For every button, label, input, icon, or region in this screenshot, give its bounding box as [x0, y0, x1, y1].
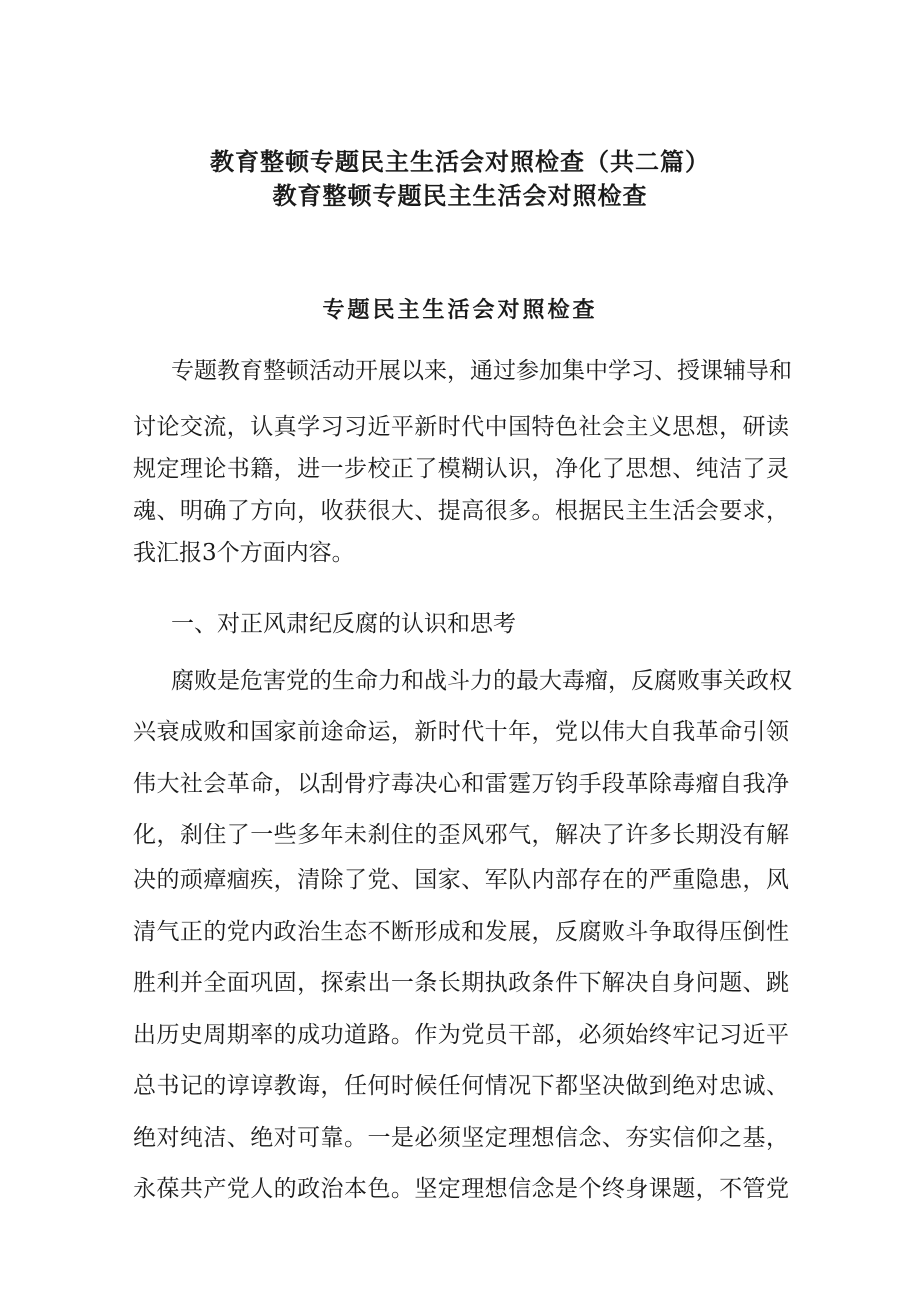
body-line: 出历史周期率的成功道路。作为党员干部，必须始终牢记习近平: [133, 1022, 789, 1048]
intro-line: 魂、明确了方向，收获很大、提高很多。根据民主生活会要求，: [133, 498, 789, 524]
body-line: 绝对纯洁、绝对可靠。一是必须坚定理想信念、夯实信仰之基，: [133, 1125, 789, 1151]
document-subtitle: 教育整顿专题民主生活会对照检查: [272, 181, 648, 210]
intro-line: 专题教育整顿活动开展以来，通过参加集中学习、授课辅导和: [171, 358, 792, 384]
intro-line: 讨论交流，认真学习习近平新时代中国特色社会主义思想，研读: [133, 414, 789, 440]
body-line: 腐败是危害党的生命力和战斗力的最大毒瘤，反腐败事关政权: [171, 668, 792, 694]
body-line: 总书记的谆谆教诲，任何时候任何情况下都坚决做到绝对忠诚、: [133, 1073, 789, 1099]
document-title: 教育整顿专题民主生活会对照检查（共二篇）: [210, 147, 710, 176]
intro-line: 我汇报3个方面内容。: [133, 540, 355, 566]
body-line: 永葆共产党人的政治本色。坚定理想信念是个终身课题，不管党: [133, 1176, 789, 1202]
body-line: 清气正的党内政治生态不断形成和发展，反腐败斗争取得压倒性: [133, 919, 789, 945]
body-line: 兴衰成败和国家前途命运，新时代十年，党以伟大自我革命引领: [133, 719, 789, 745]
section-heading-1: 一、对正风肃纪反腐的认识和思考: [171, 611, 516, 637]
body-line: 胜利并全面巩固，探索出一条长期执政条件下解决自身问题、跳: [133, 970, 789, 996]
body-line: 化，刹住了一些多年未刹住的歪风邪气，解决了许多长期没有解: [133, 822, 789, 848]
section-title: 专题民主生活会对照检查: [322, 297, 598, 323]
intro-line: 规定理论书籍，进一步校正了模糊认识，净化了思想、纯洁了灵: [133, 456, 789, 482]
body-line: 决的顽瘴痼疾，清除了党、国家、军队内部存在的严重隐患，风: [133, 867, 789, 893]
body-line: 伟大社会革命，以刮骨疗毒决心和雷霆万钧手段革除毒瘤自我净: [133, 771, 789, 797]
